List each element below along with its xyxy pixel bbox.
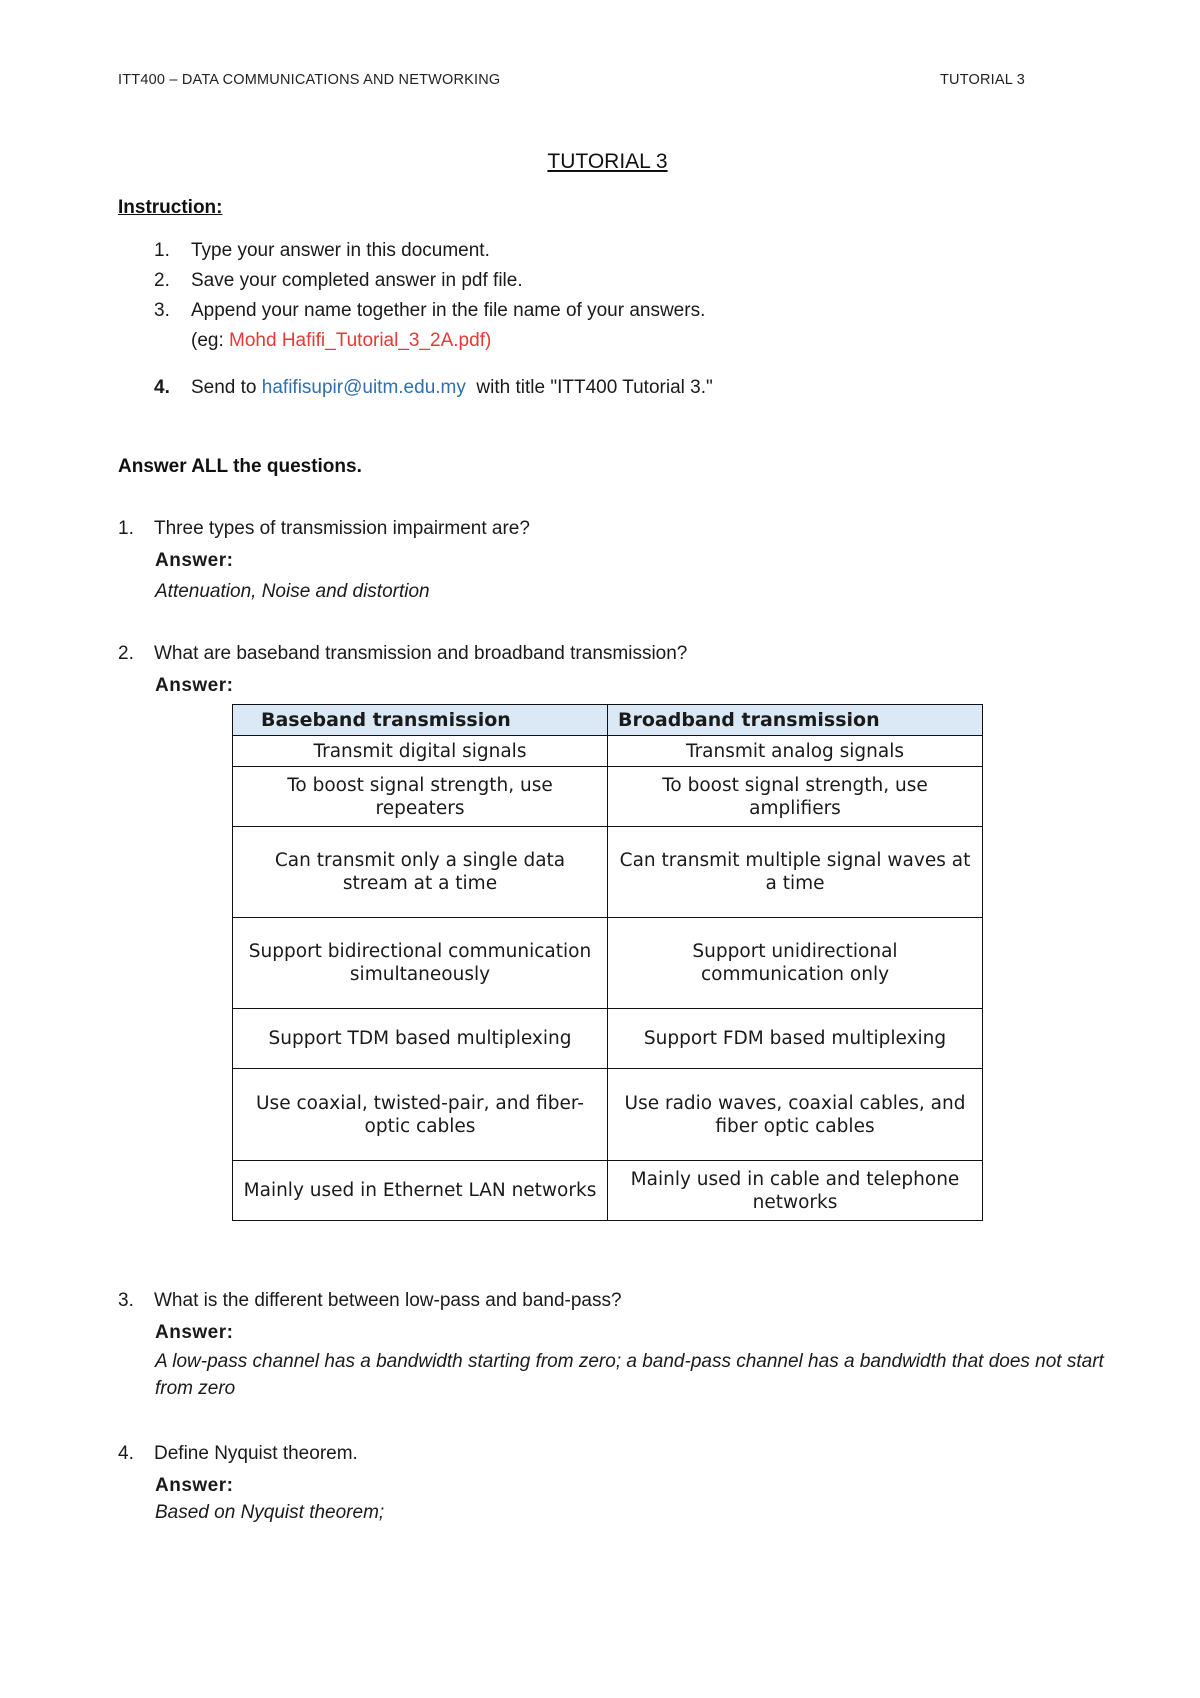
question-number: 1. xyxy=(118,518,134,539)
answer-text: Based on Nyquist theorem; xyxy=(155,1502,385,1523)
table-header-row xyxy=(233,705,983,736)
question-text: What are baseband transmission and broadband transmission? xyxy=(154,643,688,664)
table-cell: Support TDM based multiplexing xyxy=(233,1009,608,1069)
question-text: What is the different between low-pass and band-pass? xyxy=(154,1290,622,1311)
table-cell: Support bidirectional communication simultaneously xyxy=(233,918,608,1009)
table-row xyxy=(233,736,983,767)
table-cell: Use radio waves, coaxial cables, and fiber optic cables xyxy=(608,1069,983,1161)
instruction-text: Type your answer in this document. xyxy=(191,240,490,261)
table-cell: Transmit analog signals xyxy=(608,736,983,767)
question-number: 3. xyxy=(118,1290,134,1311)
instruction-number: 4. xyxy=(154,377,170,398)
example-filename: Mohd Hafifi_Tutorial_3_2A.pdf) xyxy=(229,330,492,351)
table-cell: Support FDM based multiplexing xyxy=(608,1009,983,1069)
header-course: ITT400 – DATA COMMUNICATIONS AND NETWORKING xyxy=(118,72,501,88)
question-number: 4. xyxy=(118,1443,134,1464)
answer-label: Answer: xyxy=(155,550,234,571)
instruction-number: 2. xyxy=(154,270,170,291)
example-prefix: (eg: xyxy=(191,330,230,351)
table-cell: To boost signal strength, use amplifiers xyxy=(608,767,983,827)
table-cell: Use coaxial, twisted-pair, and fiber-optic cables xyxy=(233,1069,608,1161)
email-link[interactable]: hafifisupir@uitm.edu.my xyxy=(261,377,466,398)
table-row xyxy=(233,918,983,1009)
comparison-table xyxy=(232,704,983,1221)
send-suffix: with title "ITT400 Tutorial 3." xyxy=(465,377,713,398)
table-row xyxy=(233,1069,983,1161)
table-cell: Can transmit only a single data stream at a time xyxy=(233,827,608,918)
table-cell: Mainly used in cable and telephone networks xyxy=(608,1161,983,1221)
table-row xyxy=(233,827,983,918)
table-row xyxy=(233,1009,983,1069)
question-text: Three types of transmission impairment are? xyxy=(154,518,530,539)
table-cell: Mainly used in Ethernet LAN networks xyxy=(233,1161,608,1221)
table-row xyxy=(233,767,983,827)
table-header-broadband: Broadband transmission xyxy=(608,705,983,736)
table-cell: Support unidirectional communication only xyxy=(608,918,983,1009)
instruction-number: 3. xyxy=(154,300,170,321)
answer-text: Attenuation, Noise and distortion xyxy=(155,581,430,602)
table-header-baseband: Baseband transmission xyxy=(233,705,608,736)
answer-label: Answer: xyxy=(155,1322,234,1343)
header-tutorial: TUTORIAL 3 xyxy=(940,72,1025,88)
table-cell: To boost signal strength, use repeaters xyxy=(233,767,608,827)
instruction-text: Save your completed answer in pdf file. xyxy=(191,270,523,291)
answer-label: Answer: xyxy=(155,675,234,696)
answer-all-heading: Answer ALL the questions. xyxy=(118,456,362,477)
instruction-heading: Instruction: xyxy=(118,197,223,218)
table-cell: Can transmit multiple signal waves at a time xyxy=(608,827,983,918)
table-row xyxy=(233,1161,983,1221)
question-text: Define Nyquist theorem. xyxy=(154,1443,358,1464)
instruction-text: Append your name together in the file name of your answers. xyxy=(191,300,706,321)
answer-text: A low-pass channel has a bandwidth starting from zero; a band-pass channel has a bandwidth that does not start from zero xyxy=(155,1351,1104,1399)
page-title: TUTORIAL 3 xyxy=(547,150,668,173)
table-cell: Transmit digital signals xyxy=(233,736,608,767)
question-number: 2. xyxy=(118,643,134,664)
instruction-number: 1. xyxy=(154,240,170,261)
answer-label: Answer: xyxy=(155,1475,234,1496)
send-prefix: Send to xyxy=(191,377,262,398)
